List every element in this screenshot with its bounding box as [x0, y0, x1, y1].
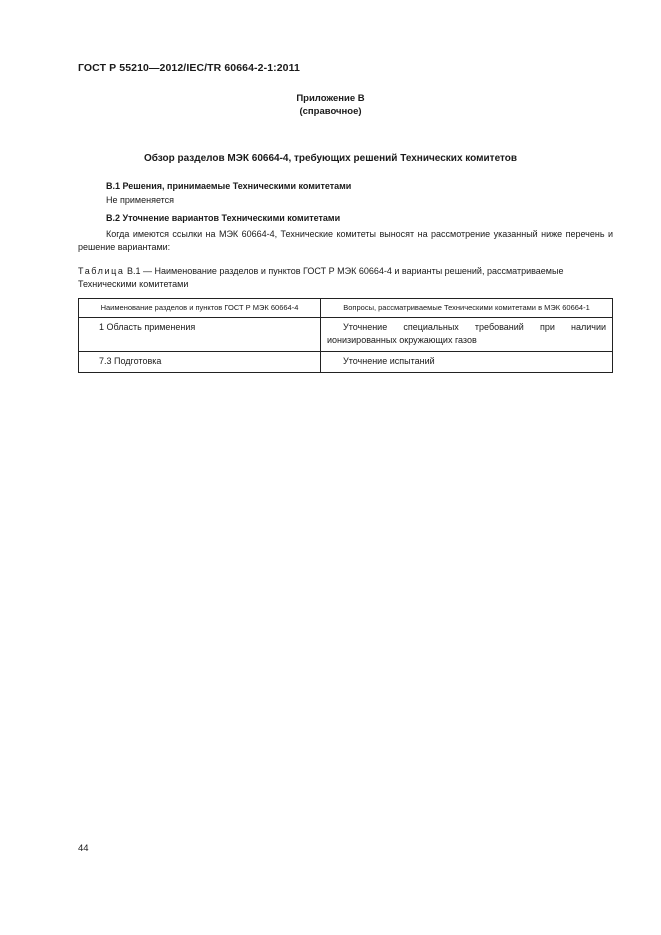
annex-subtitle: (справочное) [299, 106, 362, 117]
overview-title: Обзор разделов МЭК 60664-4, требующих решений Технических комитетов [143, 153, 518, 164]
sections-table [78, 298, 613, 373]
table-cell-section: 1 Область применения [79, 318, 321, 352]
section-b2-heading: В.2 Уточнение вариантов Техническими комитетами [106, 213, 341, 223]
section-b1-heading: В.1 Решения, принимаемые Техническими комитетами [106, 181, 352, 191]
page-number: 44 [78, 843, 89, 854]
table-caption-rest: В.1 — Наименование разделов и пунктов ГОСТ Р МЭК 60664-4 и варианты решений, рассматриваемые Техническими комитетами [78, 266, 564, 289]
table-cell-section: 7.3 Подготовка [79, 352, 321, 373]
table-row [79, 318, 613, 352]
document-header: ГОСТ Р 55210—2012/IEC/TR 60664-2-1:2011 [78, 62, 300, 74]
table-cell-question: Уточнение испытаний [321, 352, 613, 373]
table-caption [78, 265, 613, 291]
section-b2-text: Когда имеются ссылки на МЭК 60664-4, Технические комитеты выносят на рассмотрение указанный ниже перечень и решение вариантами: [78, 229, 613, 252]
table-row [79, 352, 613, 373]
table-caption-prefix: Таблица [78, 266, 125, 276]
section-b1-text: Не применяется [106, 195, 175, 205]
table-header-row [79, 299, 613, 318]
table-cell-question: Уточнение специальных требований при наличии ионизированных окружающих газов [321, 318, 613, 352]
annex-title: Приложение В [296, 93, 365, 104]
table-header-questions: Вопросы, рассматриваемые Техническими комитетами в МЭК 60664-1 [321, 299, 613, 318]
table-header-sections: Наименование разделов и пунктов ГОСТ Р МЭК 60664-4 [79, 299, 321, 318]
